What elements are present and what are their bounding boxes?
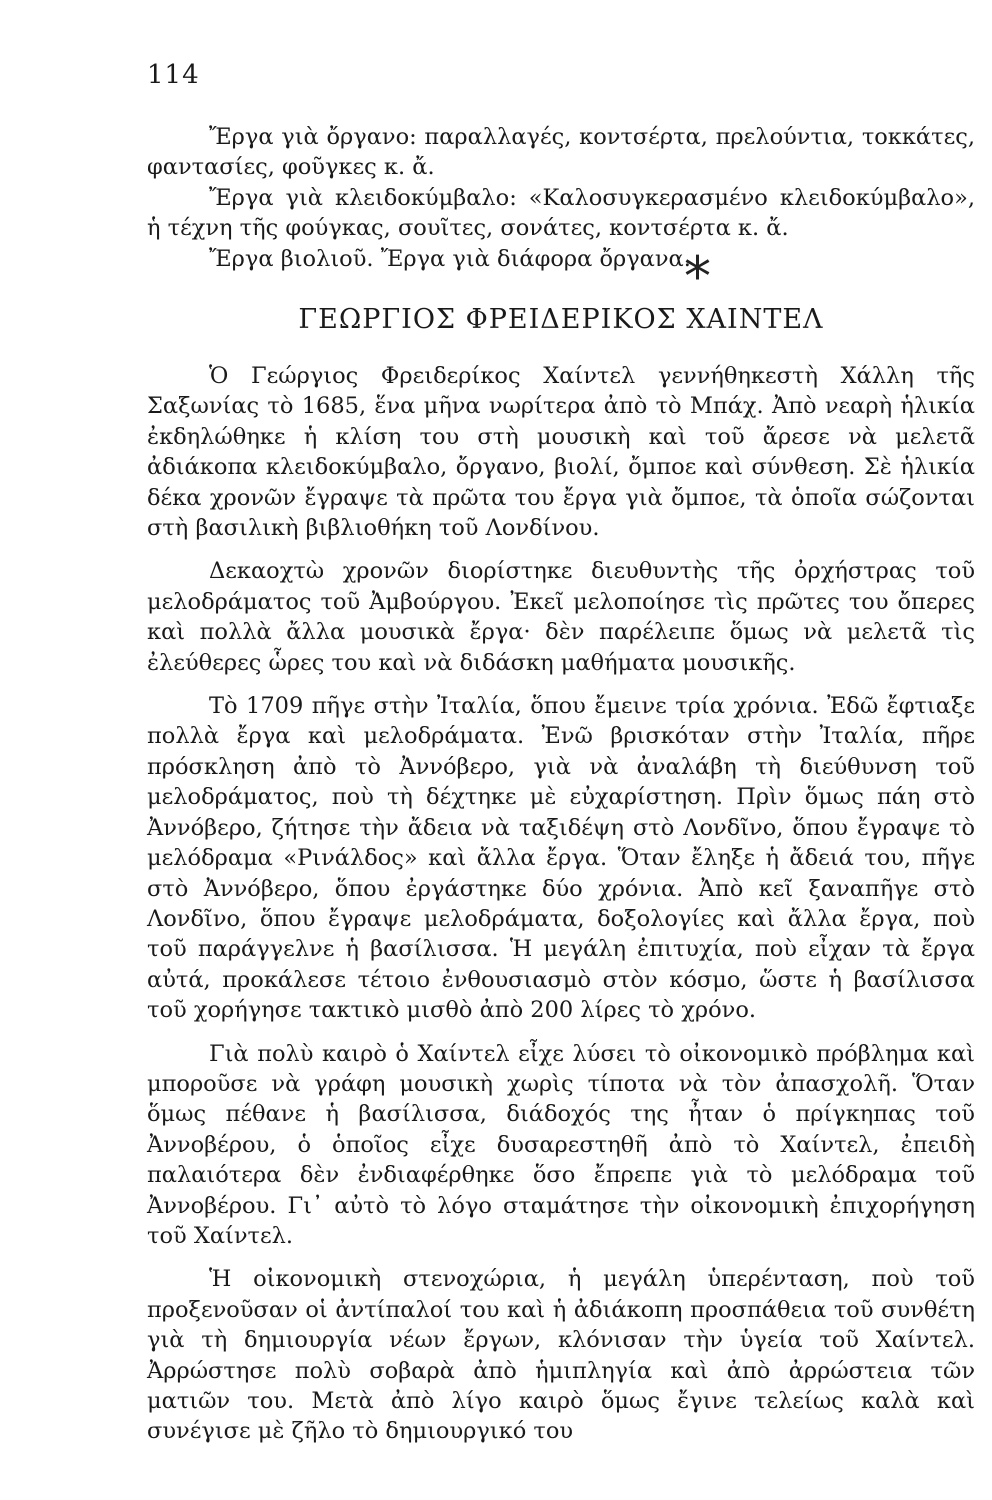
works-list — [147, 122, 975, 274]
paragraph-illness: Ἡ οἰκονομικὴ στενοχώρια, ἡ μεγάλη ὑπερένταση, ποὺ τοῦ προξενοῦσαν οἱ ἀντίπαλοί του καὶ ἡ ἀδιάκοπη προσπάθεια τοῦ συνθέτη γιὰ τὴ δημιουργία νέων ἔργων, κλόνισαν τὴν ὑγεία τοῦ Χαίντελ. Ἀρρώστησε πολὺ σοβαρὰ ἀπὸ ἡμιπληγία καὶ ἀπὸ ἀρρώστεια τῶν ματιῶν του. Μετὰ ἀπὸ λίγο καιρὸ ὅμως ἔγινε τελείως καλὰ καὶ συνέγισε μὲ ζῆλο τὸ δημιουργικό του — [147, 1266, 975, 1445]
paragraph-birth: Ὁ Γεώργιος Φρειδερίκος Χαίντελ γεννήθηκεστὴ Χάλλη τῆς Σαξωνίας τὸ 1685, ἕνα μῆνα νωρίτερα ἀπὸ τὸ Μπάχ. Ἀπὸ νεαρὴ ἡλικία ἐκδηλώθηκε ἡ κλίση του στὴ μουσικὴ καὶ τοῦ ἄρεσε νὰ μελετᾶ ἀδιάκοπα κλειδοκύμβαλο, ὄργανο, βιολί, ὄμποε καὶ σύνθεση. Σὲ ἡλικία δέκα χρονῶν ἔγραψε τὰ πρῶτα του ἔργα γιὰ ὄμποε, τὰ ὁποῖα σώζονται στὴ βασιλικὴ βιβλιοθήκη τοῦ Λονδίνου. — [147, 363, 975, 542]
handwritten-asterisk-mark: * — [684, 245, 711, 308]
section-heading: ΓΕΩΡΓΙΟΣ ΦΡΕΙΔΕΡΙΚΟΣ ΧΑΙΝΤΕΛ — [298, 304, 824, 335]
works-item-harpsichord: Ἔργα γιὰ κλειδοκύμβαλο: «Καλοσυγκερασμένο κλειδοκύμβαλο», ἡ τέχνη τῆς φούγκας, σουῖτες, σονάτες, κοντσέρτα κ. ἄ. — [147, 184, 975, 242]
paragraph-finances: Γιὰ πολὺ καιρὸ ὁ Χαίντελ εἶχε λύσει τὸ οἰκονομικὸ πρόβλημα καὶ μποροῦσε νὰ γράφη μουσικὴ χωρὶς τίποτα νὰ τὸν ἀπασχολῆ. Ὅταν ὅμως πέθανε ἡ βασίλισσα, διάδοχός της ἦταν ὁ πρίγκηπας τοῦ Ἀννοβέρου, ὁ ὁποῖος εἶχε δυσαρεστηθῆ ἀπὸ τὸ Χαίντελ, ἐπειδὴ παλαιότερα δὲν ἐνδιαφέρθηκε ὅσο ἔπρεπε γιὰ τὸ μελόδραμα τοῦ Ἀννοβέρου. Γι᾿ αὐτὸ τὸ λόγο σταμάτησε τὴν οἰκονομικὴ ἐπιχορήγηση τοῦ Χαίντελ. — [147, 1040, 975, 1249]
biography-text — [147, 361, 975, 1447]
works-item-organ: Ἔργα γιὰ ὄργανο: παραλλαγές, κοντσέρτα, πρελούντια, τοκκάτες, φαντασίες, φοῦγκες κ. ἄ. — [147, 124, 975, 181]
page-number: 114 — [147, 60, 200, 90]
works-item-violin: Ἔργα βιολιοῦ. Ἔργα γιὰ διάφορα ὄργανα. — [209, 245, 691, 272]
paragraph-italy-london: Τὸ 1709 πῆγε στὴν Ἰταλία, ὅπου ἔμεινε τρία χρόνια. Ἐδῶ ἔφτιαξε πολλὰ ἔργα καὶ μελοδράματα. Ἐνῶ βρισκόταν στὴν Ἰταλία, πῆρε πρόσκληση ἀπὸ τὸ Ἀννόβερο, γιὰ νὰ ἀναλάβη τὴ διεύθυνση τοῦ μελοδράματος, ποὺ τὴ δέχτηκε μὲ εὐχαρίστηση. Πρὶν ὅμως πάη στὸ Ἀννόβερο, ζήτησε τὴν ἄδεια νὰ ταξιδέψη στὸ Λονδῖνο, ὅπου ἔγραψε τὸ μελόδραμα «Ρινάλδος» καὶ ἄλλα ἔργα. Ὅταν ἔληξε ἡ ἄδειά του, πῆγε στὸ Ἀννόβερο, ὅπου ἐργάστηκε δύο χρόνια. Ἀπὸ κεῖ ξαναπῆγε στὸ Λονδῖνο, ὅπου ἔγραψε μελοδράματα, δοξολογίες καὶ ἄλλα ἔργα, ποὺ τοῦ παράγγελνε ἡ βασίλισσα. Ἡ μεγάλη ἐπιτυχία, ποὺ εἶχαν τὰ ἔργα αὐτά, προκάλεσε τέτοιο ἐνθουσιασμὸ στὸν κόσμο, ὥστε ἡ βασίλισσα τοῦ χορήγησε τακτικὸ μισθὸ ἀπὸ 200 λίρες τὸ χρόνο. — [147, 693, 975, 1024]
paragraph-hamburg: Δεκαοχτὼ χρονῶν διορίστηκε διευθυντὴς τῆς ὀρχήστρας τοῦ μελοδράματος τοῦ Ἀμβούργου. Ἐκεῖ μελοποίησε τὶς πρῶτες του ὄπερες καὶ πολλὰ ἄλλα μουσικὰ ἔργα· δὲν παρέλειπε ὅμως νὰ μελετᾶ τὶς ἐλεύθερες ὧρες του καὶ νὰ διδάσκη μαθήματα μουσικῆς. — [147, 558, 975, 676]
